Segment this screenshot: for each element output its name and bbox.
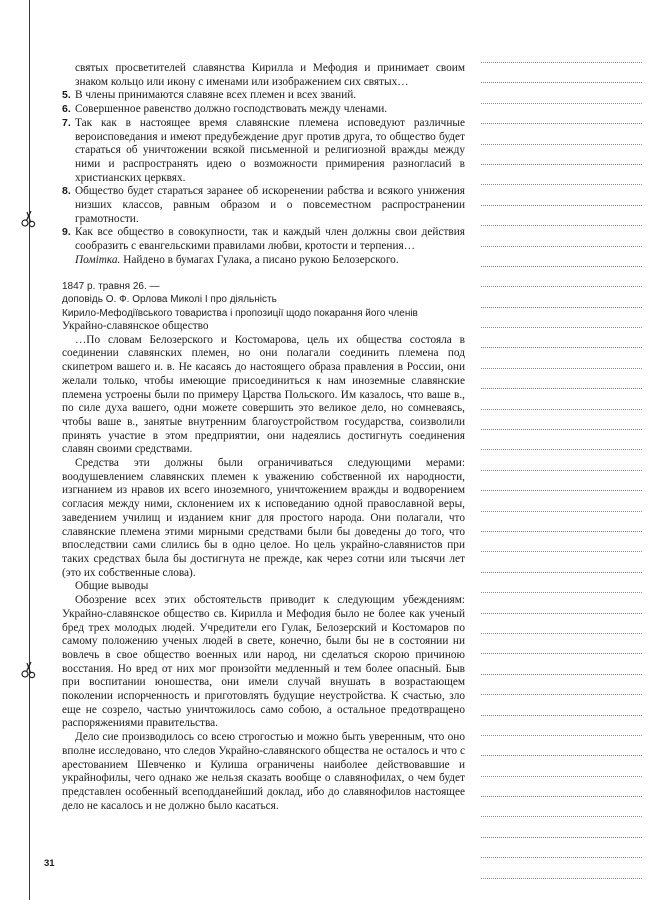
note-line bbox=[481, 184, 642, 185]
list-item-text: святых просветителей славянства Кирилла и Мефодия и принимает своим знаком кольцо или икону с именами или изображением сих святых… bbox=[75, 62, 465, 88]
note-line bbox=[481, 327, 642, 328]
footnote-text bbox=[75, 254, 465, 268]
list-item bbox=[62, 103, 465, 117]
scissors-icon bbox=[20, 210, 38, 228]
note-line bbox=[481, 531, 642, 532]
note-line bbox=[481, 816, 642, 817]
note-line bbox=[481, 123, 642, 124]
scissors-icon bbox=[20, 661, 38, 679]
note-line bbox=[481, 653, 642, 654]
note-line bbox=[481, 347, 642, 348]
note-line bbox=[481, 103, 642, 104]
paragraph: Обозрение всех этих обстоятельств приводит к следующим убеждениям: Украйно-славянское общество св. Кирилла и Мефодия было не более как ученый бред трех молодых людей. Учредители его Гулак, Белозерский и Костомаров по самому положению ученых людей в свете, конечно, были бы не в состоянии ни вовлечь в свое общество военных или народ, ни сделаться скорою причиною восстания. Но вред от них мог произойти медленный и тем более опасный. Быв при воспитании юношества, они имели случай внушать в возрастающем поколении испорченность и приготовлять будущие неустройства. К счастью, зло еще не созрело, частью уничтожилось само собою, а остальное предотвращено распоряжениями правительства. bbox=[62, 594, 465, 730]
section-title: Украйно-славянское общество bbox=[62, 320, 209, 333]
note-line bbox=[481, 286, 642, 287]
footnote-label: Помітка. bbox=[75, 253, 121, 266]
list-item-continuation bbox=[62, 62, 465, 89]
list-item-number: 6. bbox=[62, 103, 71, 116]
note-line bbox=[481, 878, 642, 879]
note-line bbox=[481, 470, 642, 471]
section-title: Общие выводы bbox=[75, 580, 149, 593]
note-line bbox=[481, 266, 642, 267]
charter-list bbox=[62, 89, 465, 267]
footnote bbox=[62, 254, 465, 268]
list-indent bbox=[62, 62, 75, 89]
note-line bbox=[481, 755, 642, 756]
note-line bbox=[481, 776, 642, 777]
note-line bbox=[481, 225, 642, 226]
note-line bbox=[481, 205, 642, 206]
note-line bbox=[481, 82, 642, 83]
list-item bbox=[62, 226, 465, 253]
note-line bbox=[481, 633, 642, 634]
paragraph: Средства эти должны были ограничиваться следующими мерами: воодушевлением славянских племен к уважению собственной их народности, изгнанием из нравов их всего иноземного, уничтожением вражды и водворением согласия между ними, склонением их к исповеданию одной православной веры, заведением училищ и изданием книг для простого народа. Они полагали, что славянские племена этими мирными средствами были бы доведены до того, что впоследствии сами слились бы в одно целое. Но цель украйно-славянистов при таких средствах была бы достигнута не прежде, как через сотни или тысячи лет (это их собственные слова). bbox=[62, 457, 465, 579]
list-item-text: Как все общество в совокупности, так и каждый член должны свои действия сообразить с евангельскими правилами любви, кротости и терпения… bbox=[75, 226, 465, 253]
list-indent bbox=[62, 254, 75, 268]
note-line bbox=[481, 409, 642, 410]
note-line bbox=[481, 246, 642, 247]
note-line bbox=[481, 613, 642, 614]
note-line bbox=[481, 694, 642, 695]
document-header bbox=[62, 280, 465, 321]
list-item-text: В члены принимаются славяне всех племен и всех званий. bbox=[75, 89, 357, 102]
note-line bbox=[481, 388, 642, 389]
list-item bbox=[62, 117, 465, 186]
footnote-body: Найдено в бумагах Гулака, а писано рукою Белозерского. bbox=[123, 253, 399, 266]
list-item-number: 5. bbox=[62, 89, 71, 102]
notes-margin bbox=[481, 62, 642, 898]
document-body bbox=[62, 62, 465, 813]
list-item-text: Так как в настоящее время славянские племена исповедуют различные вероисповедания и имеют предубеждение друг против друга, то общество будет стараться об уничтожении всякой письменной и религиозной вражды между ними и распространять идею о возможности примирения разногласий в христианских церквях. bbox=[75, 116, 465, 184]
note-line bbox=[481, 735, 642, 736]
note-line bbox=[481, 429, 642, 430]
binding-cut-line bbox=[29, 0, 30, 900]
list-item-text: Общество будет стараться заранее об искоренении рабства и всякого унижения низших классов, равным образом и о повсеместном распространении грамотности. bbox=[75, 185, 465, 225]
paragraph: Дело сие производилось со всею строгостью и можно быть уверенным, что оно вполне исследовано, что следов Украйно-славянского общества не осталось и что с арестованием Шевченко и Кулиша ограничены наиболее действовавшие и украйнофилы, чего однако же нельзя сказать вообще о славянофилах, о чем будет представлен особенный всеподданейший доклад, ибо до славянофилов настоящее дело не касалось и не должно было касаться. bbox=[62, 731, 465, 812]
list-item-number: 9. bbox=[62, 226, 71, 239]
note-line bbox=[481, 490, 642, 491]
list-item bbox=[62, 185, 465, 226]
list-item-number: 7. bbox=[62, 116, 71, 129]
note-line bbox=[481, 796, 642, 797]
note-line bbox=[481, 592, 642, 593]
note-line bbox=[481, 164, 642, 165]
note-line bbox=[481, 551, 642, 552]
note-line bbox=[481, 368, 642, 369]
note-line bbox=[481, 857, 642, 858]
list-item-text: Совершенное равенство должно господствовать между членами. bbox=[75, 103, 388, 116]
paragraph: …По словам Белозерского и Костомарова, цель их общества состояла в соединении славянских племен, но они полагали соединить племена под скипетром вашего и. в. Не касаясь до настоящего образа правления в России, они желали только, чтобы имеющие присоединиться к нам иноземные славянские племена устроены были по примеру Царства Польского. Им казалось, что ваше в., по силе духа вашего, одни можете совершить это великое дело, но сомневаясь, чтобы ваше в., занятые внутренним благоустройством государства, соизволили принять участие в этом предприятии, они надеялись достигнуть соединения славян своими средствами. bbox=[62, 333, 465, 456]
note-line bbox=[481, 674, 642, 675]
note-line bbox=[481, 511, 642, 512]
note-line bbox=[481, 715, 642, 716]
note-line bbox=[481, 307, 642, 308]
page-number: 31 bbox=[44, 858, 55, 869]
document-title-line: Кирило-Мефодіївського товариства і пропозиції щодо покарання його членів bbox=[62, 307, 418, 319]
note-line bbox=[481, 572, 642, 573]
document-date: 1847 р. травня 26. — bbox=[62, 280, 160, 292]
list-item bbox=[62, 89, 465, 103]
note-line bbox=[481, 144, 642, 145]
document-title-line: доповідь О. Ф. Орлова Миколі І про діяльність bbox=[62, 294, 277, 306]
note-line bbox=[481, 837, 642, 838]
note-line bbox=[481, 449, 642, 450]
list-item-number: 8. bbox=[62, 185, 71, 198]
note-line bbox=[481, 62, 642, 63]
